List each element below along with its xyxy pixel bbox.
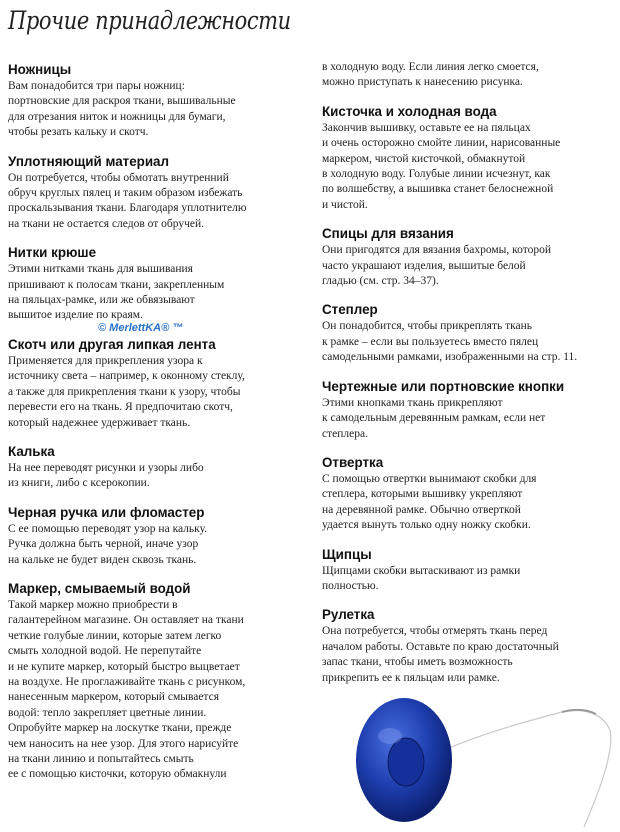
section-heading: Скотч или другая липкая лента [8, 336, 216, 352]
section-heading: Кисточка и холодная вода [322, 103, 497, 119]
page-title: Прочие принадлежности [8, 6, 291, 35]
section-knitting-needles [322, 224, 616, 289]
section-heading: Рулетка [322, 607, 375, 623]
measuring-tape-icon [352, 690, 620, 827]
section-pins [322, 377, 616, 442]
section-padding-material [8, 152, 308, 233]
section-screwdriver [322, 453, 616, 534]
section-text: Он потребуется, чтобы обмотать внутренний обруч круглых пялец и таким образом избежать проскальзывания ткани. Благодаря уплотнителю на ткани не остается следов от обручей. [8, 171, 247, 230]
continued-text: в холодную воду. Если линия легко смоется, можно приступать к нанесению рисунка. [322, 61, 539, 89]
section-heading: Маркер, смываемый водой [8, 580, 191, 596]
section-tape-measure [322, 605, 616, 686]
section-text: Он понадобится, чтобы прикреплять ткань к рамке – если вы пользуетесь вместо пялец самодельными рамками, изображенными на стр. 11. [322, 320, 578, 364]
section-heading: Ножницы [8, 62, 72, 77]
section-text: Этими кнопками ткань прикрепляют к самодельным деревянным рамкам, если нет степлера. [322, 396, 546, 440]
left-column [8, 60, 308, 794]
section-heading: Щипцы [322, 546, 372, 562]
section-text: Этими нитками ткань для вышивания пришивают к полосам ткани, закрепленным на пяльцах-рамке, или же обвязывают вышитое изделие по краям. [8, 263, 225, 322]
section-text: Щипцами скобки вытаскивают из рамки полностью. [322, 564, 521, 592]
watermark: © MerlettKA® ™ [98, 322, 184, 334]
section-text: С ее помощью переводят узор на кальку. Ручка должна быть черной, иначе узор на кальке не будет виден сквозь ткань. [8, 522, 208, 566]
tape-strip [444, 711, 611, 827]
section-heading: Отвертка [322, 454, 384, 470]
section-scissors [8, 60, 308, 141]
section-text: На нее переводят рисунки и узоры либо из книги, либо с ксерокопии. [8, 461, 204, 490]
section-heading: Черная ручка или фломастер [8, 504, 205, 520]
section-water-marker [8, 579, 308, 783]
section-heading: Калька [8, 443, 55, 459]
section-pliers [322, 545, 616, 595]
section-brush-water [322, 102, 616, 213]
section-stapler [322, 300, 616, 365]
section-heading: Уплотняющий материал [8, 153, 170, 169]
section-heading: Чертежные или портновские кнопки [322, 378, 565, 394]
section-heading: Спицы для вязания [322, 226, 454, 242]
section-text: С помощью отвертки вынимают скобки для степлера, которыми вышивку укрепляют на деревянной рамке. Обычно отверткой удается вынуть только одну ножку скобки. [322, 472, 537, 532]
measuring-tape-drawing [352, 690, 620, 827]
section-text: Закончив вышивку, оставьте ее на пяльцах и очень осторожно смойте линии, нарисованные маркером, чистой кисточкой, обмакнутой в холодную воду. Голубые линии исчезнут, как по волшебству, а вышивка станет белоснежной и чистой. [322, 121, 561, 211]
section-crochet-thread [8, 243, 308, 324]
section-text: Такой маркер можно приобрести в галантерейном магазине. Он оставляет на ткани четкие голубые линии, которые затем легко смыть холодной водой. Не перепутайте и не купите маркер, который быстро выцветает на воздухе. Не проглаживайте ткань с рисунком, нанесенным маркером, который смывается водой: тепло закрепляет цветные линии. Опробуйте маркер на лоскутке ткани, прежде чем наносить на нее узор. Для этого нарисуйте на ткани линию и попытайтесь смыть ее с помощью кисточки, которую обмакнули [8, 598, 246, 781]
tape-center [388, 738, 424, 786]
section-black-pen [8, 503, 308, 568]
section-text: Они пригодятся для вязания бахромы, которой часто украшают изделия, вышитые белой гладью (см. стр. 34–37). [322, 244, 552, 288]
section-heading: Нитки крюше [8, 245, 97, 261]
section-tracing-paper [8, 442, 308, 492]
section-adhesive-tape [8, 335, 308, 431]
tape-highlight [378, 728, 402, 744]
right-column [322, 60, 616, 697]
section-text: Вам понадобится три пары ножниц: портновские для раскроя ткани, вышивальные для отрезания ниток и ножницы для бумаги, чтобы резать кальку и скотч. [8, 80, 236, 139]
section-heading: Степлер [322, 302, 378, 318]
section-text: Применяется для прикрепления узора к источнику света – например, к оконному стеклу, а также для прикрепления ткани к узору, чтобы перевести его на ткань. Я предпочитаю скотч, который надежнее удерживает ткань. [8, 354, 245, 429]
section-text: Она потребуется, чтобы отмерять ткань перед началом работы. Оставьте по краю достаточный запас ткани, чтобы иметь возможность прикрепить ее к пяльцам или рамке. [322, 625, 559, 684]
